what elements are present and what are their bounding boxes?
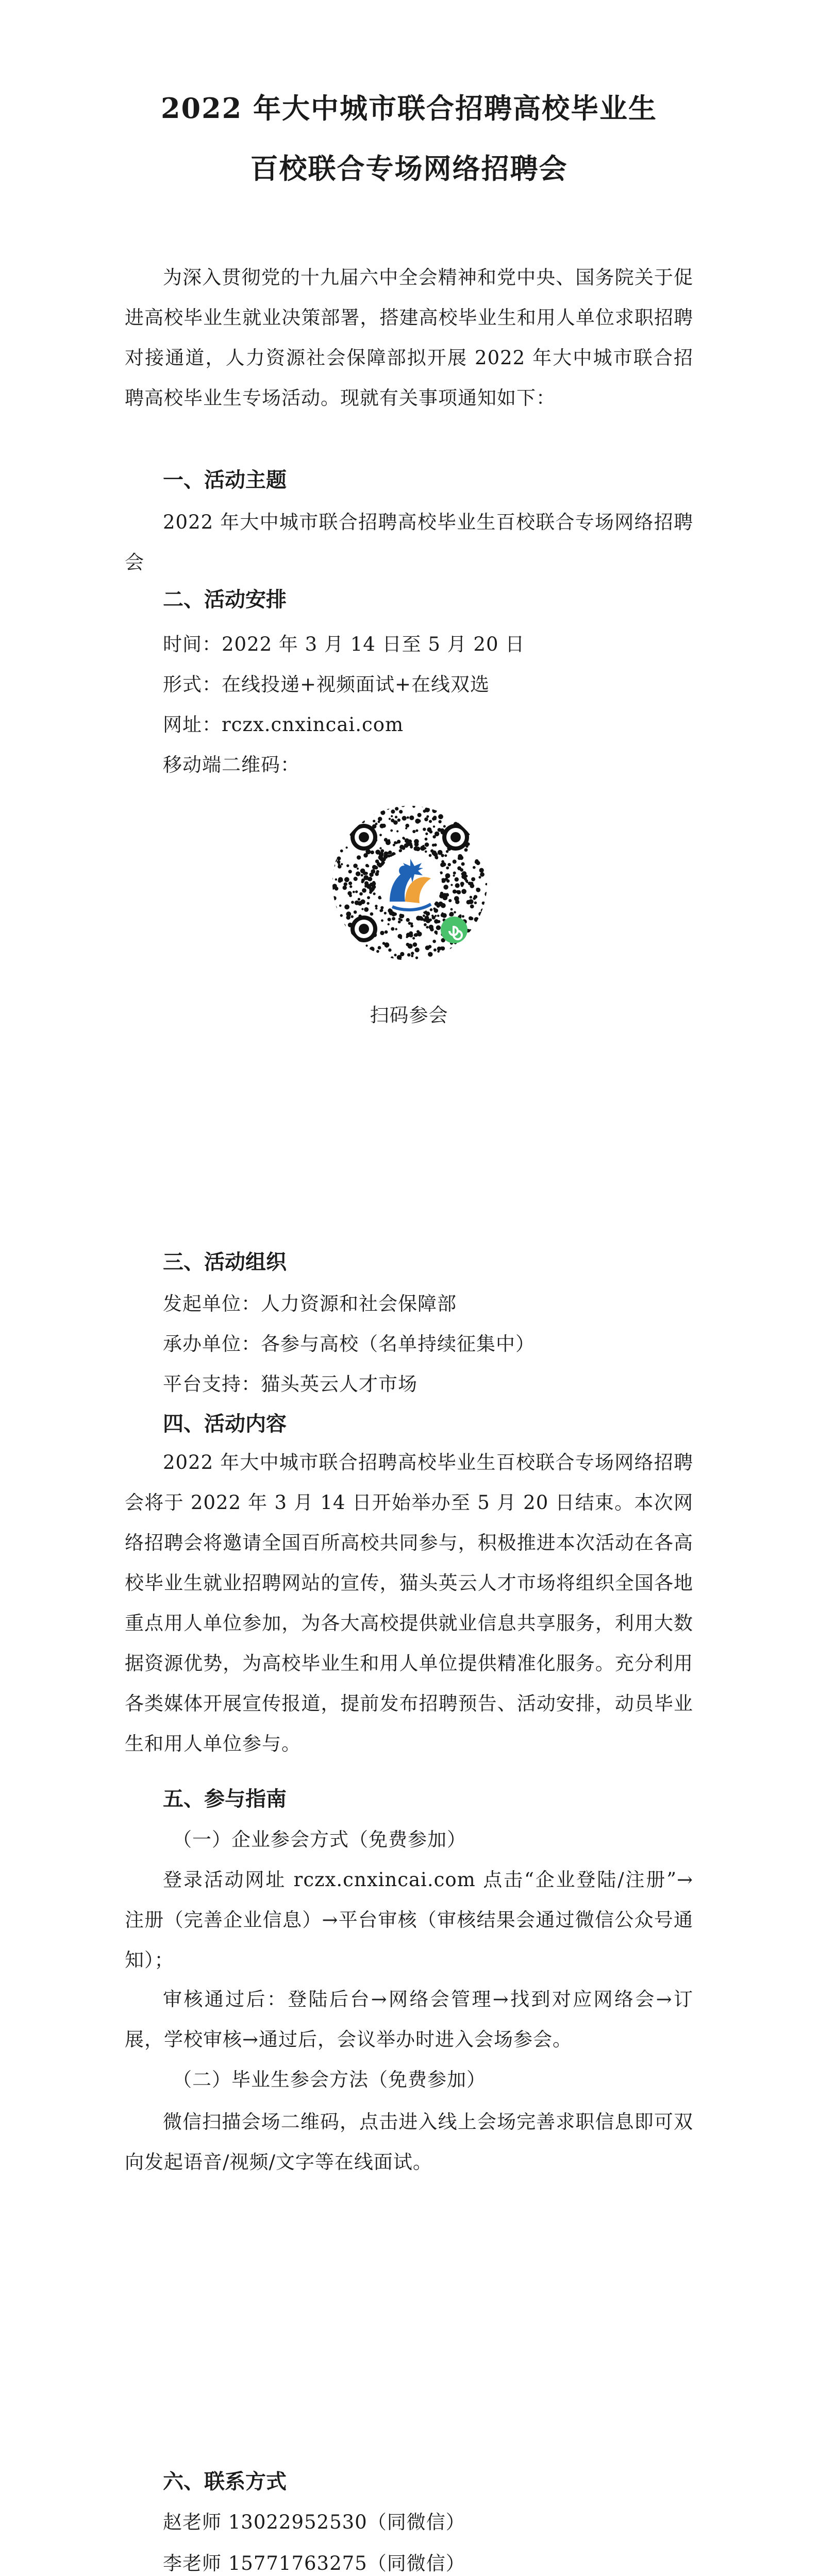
section3-heading: 三、活动组织 (163, 1250, 287, 1274)
section1-heading: 一、活动主题 (163, 468, 287, 492)
activity-url: 网址：rczx.cnxincai.com (163, 714, 404, 736)
company-registration-steps: 登录活动网址 rczx.cnxincai.com 点击“企业登陆/注册”→注册（完善企业信息）→平台审核（审核结果会通过微信公众号通知）； (125, 1869, 693, 1971)
contact-li: 李老师 15771763275（同微信） (163, 2552, 465, 2574)
qr-label: 移动端二维码： (163, 754, 300, 776)
graduate-participation-text: 微信扫描会场二维码，点击进入线上会场完善求职信息即可双向发起语音/视频/文字等在线面试。 (125, 2111, 693, 2173)
section4-text: 2022 年大中城市联合招聘高校毕业生百校联合专场网络招聘会将于 2022 年 3 月 14 日开始举办至 5 月 20 日结束。本次网络招聘会将邀请全国百所高校共同参与，积极推进本次活动在各高校毕业生就业招聘网站的宣传，猫头英云人才市场将组织全国各地重点用人单位参加，为各大高校提供就业信息共享服务，利用大数据资源优势，为高校毕业生和用人单位提供精准化服务。充分利用各类媒体开展宣传报道，提前发布招聘预告、活动安排，动员毕业生和用人单位参与。 (125, 1451, 693, 1755)
section6-heading: 六、联系方式 (163, 2470, 287, 2494)
wechat-miniprogram-qr-code[interactable] (328, 801, 492, 965)
activity-time: 时间：2022 年 3 月 14 日至 5 月 20 日 (163, 633, 525, 655)
document-title-line2: 百校联合专场网络招聘会 (250, 152, 568, 185)
qr-code-image (328, 801, 492, 965)
company-participation-subheading: （一）企业参会方式（免费参加） (173, 1828, 466, 1851)
section1-text: 2022 年大中城市联合招聘高校毕业生百校联合专场网络招聘会 (125, 511, 693, 573)
company-approval-steps: 审核通过后：登陆后台→网络会管理→找到对应网络会→订展，学校审核→通过后，会议举办时进入会场参会。 (125, 1988, 693, 2050)
contact-zhao: 赵老师 13022952530（同微信） (163, 2511, 465, 2533)
section4-heading: 四、活动内容 (163, 1412, 287, 1436)
graduate-participation-subheading: （二）毕业生参会方法（免费参加） (173, 2069, 486, 2091)
platform-support: 平台支持：猫头英云人才市场 (163, 1373, 418, 1395)
section5-heading: 五、参与指南 (163, 1787, 287, 1811)
section2-heading: 二、活动安排 (163, 588, 287, 612)
organizer-unit: 承办单位：各参与高校（名单持续征集中） (163, 1333, 535, 1355)
intro-paragraph: 为深入贯彻党的十九届六中全会精神和党中央、国务院关于促进高校毕业生就业决策部署，搭建高校毕业生和用人单位求职招聘对接通道，人力资源社会保障部拟开展 2022 年大中城市联合招聘高校毕业生专场活动。现就有关事项通知如下： (125, 266, 693, 409)
sponsor-unit: 发起单位：人力资源和社会保障部 (163, 1293, 457, 1315)
qr-caption: 扫码参会 (370, 1004, 448, 1026)
document-title-line1: 2022 年大中城市联合招聘高校毕业生 (160, 92, 658, 125)
activity-form: 形式：在线投递+视频面试+在线双选 (163, 673, 490, 696)
